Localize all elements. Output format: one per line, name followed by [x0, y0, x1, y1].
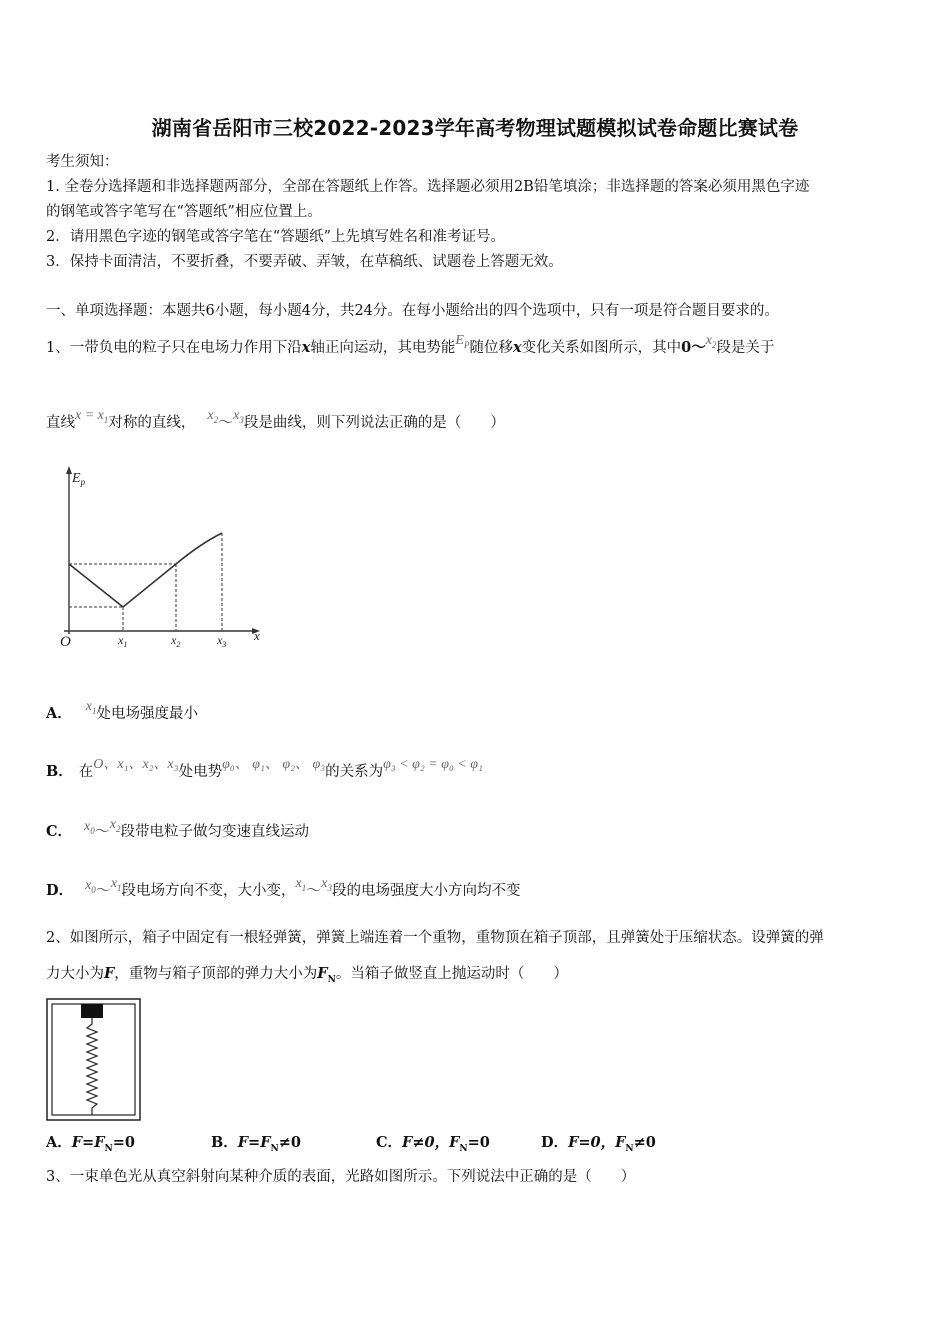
notice-item-1-line-1: 1. 全卷分选择题和非选择题两部分，全部在答题纸上作答。选择题必须用2B铅笔填涂；非选择题的答案必须用黑色字迹 — [46, 179, 810, 195]
q2-option-a: A．$F=F_N=0$ — [46, 1134, 135, 1154]
page-title: 湖南省岳阳市三校2022-2023学年高考物理试题模拟试卷命题比赛试卷 — [151, 116, 799, 140]
notice-item-1-line-2: 的钢笔或答字笔写在“答题纸”相应位置上。 — [46, 204, 322, 220]
ep-x-graph — [50, 460, 280, 670]
x3-tick-label: $x_3$ — [217, 633, 227, 649]
box-inner-wall — [52, 1004, 135, 1115]
ep-curve-segment — [176, 533, 222, 564]
q1-option-c: C． $x_0\sim x_2$段带电粒子做匀变速直线运动 — [46, 817, 309, 840]
q2-line-1: 2、如图所示，箱子中固定有一根轻弹簧，弹簧上端连着一个重物，重物顶在箱子顶部，且弹簧处于压缩状态。设弹簧的弹 — [46, 930, 824, 946]
xlabel: x — [254, 628, 260, 643]
weight-block — [81, 1004, 103, 1018]
notice-item-3: 3．保持卡面清洁，不要折叠，不要弄破、弄皱，在草稿纸、试题卷上答题无效。 — [46, 254, 563, 270]
q1-option-d: D． $x_0\sim x_1$段电场方向不变，大小变，$x_1\sim x_3$段的电场强度大小方向均不变 — [46, 876, 521, 899]
q2-line-2: 力大小为F，重物与箱子顶部的弹力大小为$F_N$。当箱子做竖直上抛运动时（ ） — [46, 965, 568, 985]
q1-line-2: 直线$x = x_1$对称的直线， $x_2\sim x_3$段是曲线，则下列说法正确的是（ ） — [46, 408, 505, 431]
spring-box-figure — [46, 998, 142, 1122]
section-heading: 一、单项选择题：本题共6小题，每小题4分，共24分。在每小题给出的四个选项中，只有一项是符合题目要求的。 — [46, 303, 779, 319]
notice-item-2: 2．请用黑色字迹的钢笔或答字笔在“答题纸”上先填写姓名和准考证号。 — [46, 229, 506, 245]
x2-tick-label: $x_2$ — [171, 633, 181, 649]
spring — [87, 1018, 97, 1115]
origin-label: O — [60, 634, 71, 650]
q2-option-c: C．F≠0，$F_N=0$ — [376, 1134, 490, 1154]
q3-line-1: 3、一束单色光从真空斜射向某种介质的表面，光路如图所示。下列说法中正确的是（ ） — [46, 1169, 636, 1185]
q2-option-b: B．$F=F_N\ne 0$ — [211, 1134, 301, 1154]
q1-option-b: B． 在O、x₁、x₂、x₃处电势φ₀、 φ₁、 φ₂、 φ₃的关系为φ₃ < φ₂ = φ₀ < φ₁ — [46, 757, 483, 780]
q2-option-d: D．F=0，$F_N\ne 0$ — [541, 1134, 656, 1154]
q1-line-1: 1、一带负电的粒子只在电场力作用下沿x轴正向运动，其电势能$E_P$随位移x变化关系如图所示，其中$0\sim x_2$段是关于 — [46, 333, 775, 356]
q1-option-a: A． $x_1$处电场强度最小 — [46, 699, 198, 722]
ep-symbol: $E_P$ — [455, 333, 470, 350]
ylabel: $E_p$ — [72, 471, 86, 487]
notice-heading: 考生须知： — [46, 154, 119, 170]
x1-tick-label: $x_1$ — [118, 633, 128, 649]
ep-line-segment — [69, 564, 176, 607]
